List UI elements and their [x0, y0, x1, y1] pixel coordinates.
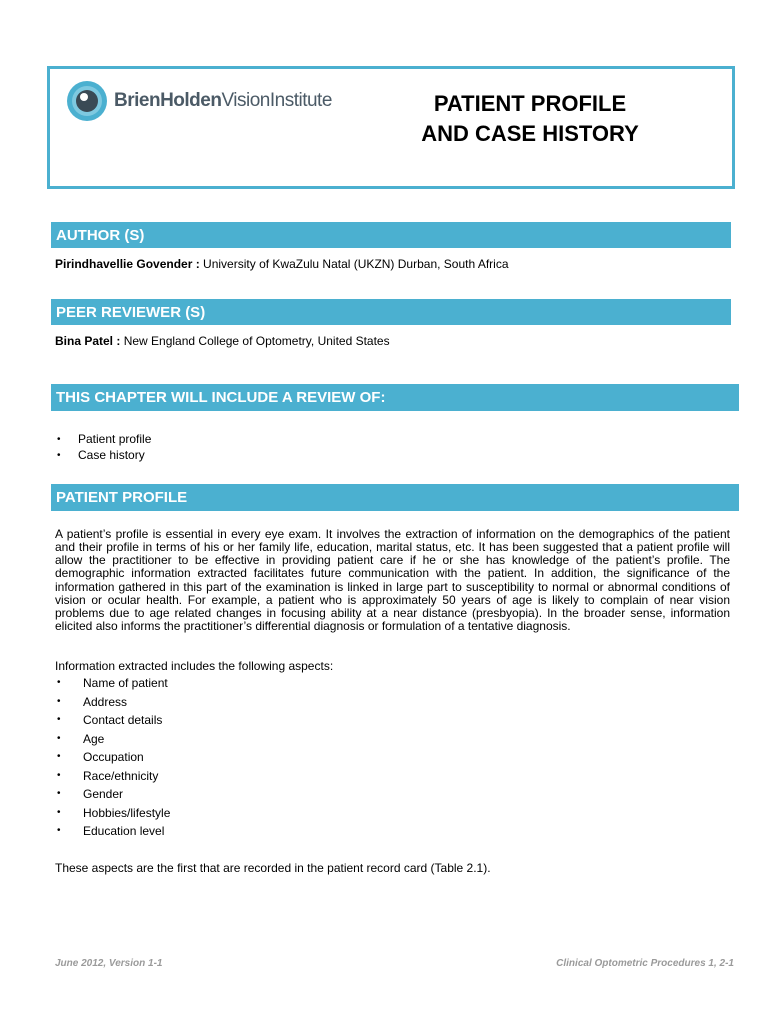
logo-text-bold: BrienHolden — [114, 90, 222, 111]
list-item: • Education level — [55, 822, 170, 841]
logo-text-light: VisionInstitute — [221, 90, 332, 111]
list-item: • Name of patient — [55, 674, 170, 693]
aspects-list — [55, 674, 170, 841]
list-item: • Case history — [55, 448, 151, 464]
aspects-intro: Information extracted includes the following aspects: — [55, 659, 334, 673]
list-item: • Age — [55, 730, 170, 749]
reviewer-name: Bina Patel : — [55, 334, 121, 348]
review-list — [55, 432, 151, 463]
eye-logo-icon — [66, 80, 108, 122]
review-heading: THIS CHAPTER WILL INCLUDE A REVIEW OF: — [51, 384, 739, 411]
list-item: • Address — [55, 693, 170, 712]
list-item: • Patient profile — [55, 432, 151, 448]
list-item: • Contact details — [55, 711, 170, 730]
author-line — [55, 257, 509, 271]
authors-heading: AUTHOR (S) — [51, 222, 731, 248]
institute-logo — [66, 80, 332, 122]
author-affiliation: University of KwaZulu Natal (UKZN) Durban, South Africa — [199, 257, 509, 271]
patient-profile-paragraph: A patient’s profile is essential in every eye exam. It involves the extraction of information on the demographics of the patient and their profile in terms of his or her family life, education, marital status, etc. It has been suggested that a patient profile will allow the practitioner to be effective in providing patient care if he or she has knowledge of the patient’s profile. The demographic information extracted facilitates future communication with the patient. In addition, the significance of the information gathered in this part of the examination is linked in large part to susceptibility to normal or abnormal conditions of vision or ocular health. For example, a patient who is approximately 50 years of age is likely to complain of near vision problems due to age related changes in focusing ability at a near distance (presbyopia). In the broader sense, information elicited also informs the practitioner’s differential diagnosis or formulation of a tentative diagnosis. — [55, 527, 730, 634]
document-header — [47, 66, 735, 189]
patient-profile-heading: PATIENT PROFILE — [51, 484, 739, 511]
author-name: Pirindhavellie Govender : — [55, 257, 200, 271]
reviewer-line — [55, 334, 390, 348]
reviewers-heading: PEER REVIEWER (S) — [51, 299, 731, 325]
title-line-1: PATIENT PROFILE — [433, 91, 627, 116]
footer-version: June 2012, Version 1-1 — [55, 958, 163, 969]
list-item: • Race/ethnicity — [55, 767, 170, 786]
document-title — [390, 89, 670, 149]
list-item: • Hobbies/lifestyle — [55, 804, 170, 823]
list-item: • Gender — [55, 785, 170, 804]
title-line-2: AND CASE HISTORY — [421, 121, 639, 146]
reviewer-affiliation: New England College of Optometry, United States — [120, 334, 390, 348]
closing-sentence: These aspects are the first that are recorded in the patient record card (Table 2.1). — [55, 861, 491, 875]
logo-text — [114, 90, 332, 112]
footer-page-number: Clinical Optometric Procedures 1, 2-1 — [556, 958, 734, 969]
list-item: • Occupation — [55, 748, 170, 767]
